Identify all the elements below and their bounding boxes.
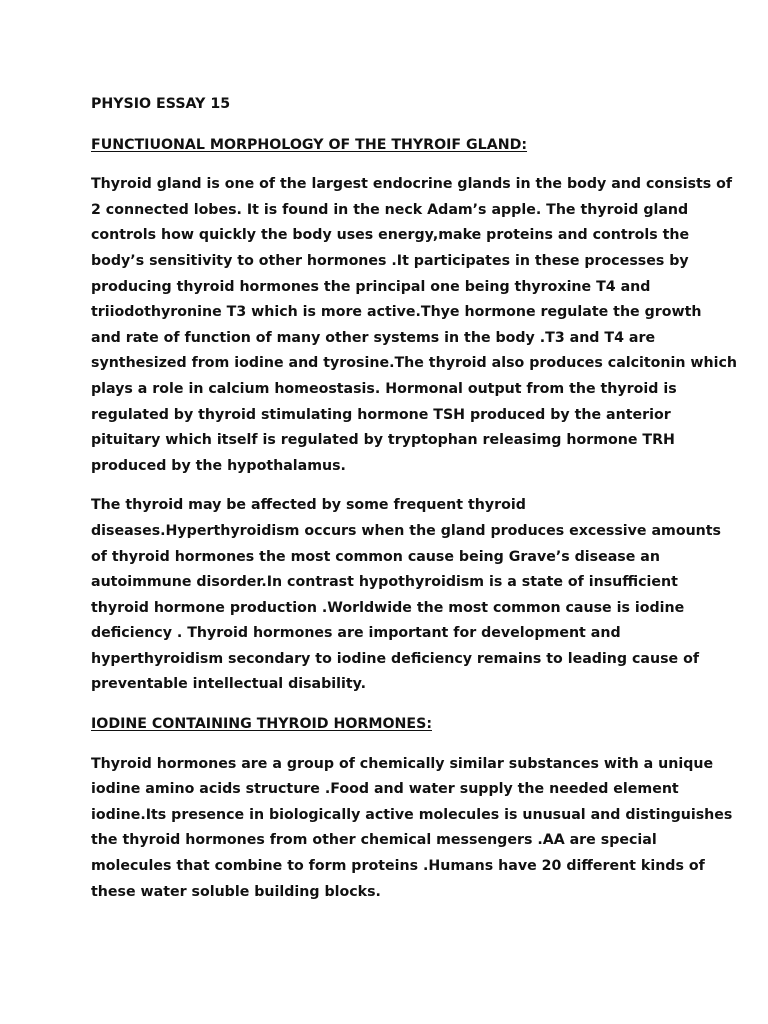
paragraph-thyroid-diseases <box>91 493 721 698</box>
text-line: the thyroid hormones from other chemical messengers .AA are special <box>91 832 657 849</box>
text-line: synthesized from iodine and tyrosine.The thyroid also produces calcitonin which <box>91 355 738 372</box>
document-page <box>91 92 738 919</box>
document-title: PHYSIO ESSAY 15 <box>91 96 231 112</box>
text-line: controls how quickly the body uses energy,make proteins and controls the <box>91 227 690 244</box>
text-line: hyperthyroidism secondary to iodine deficiency remains to leading cause of <box>91 650 700 667</box>
section-iodine-hormones <box>91 712 733 905</box>
text-line: iodine.Its presence in biologically active molecules is unusual and distinguishes <box>91 806 733 823</box>
text-line: pituitary which itself is regulated by tryptophan releasimg hormone TRH <box>91 432 675 449</box>
section-thyroid-morphology <box>91 133 738 698</box>
text-line: these water soluble building blocks. <box>91 883 381 900</box>
text-line: producing thyroid hormones the principal one being thyroxine T4 and <box>91 278 651 295</box>
text-line: iodine amino acids structure .Food and water supply the needed element <box>91 781 679 798</box>
text-line: molecules that combine to form proteins .Humans have 20 different kinds of <box>91 858 705 875</box>
text-line: The thyroid may be affected by some frequent thyroid <box>91 497 526 514</box>
section-heading: FUNCTIUONAL MORPHOLOGY OF THE THYROIF GLAND: <box>91 136 528 153</box>
text-line: regulated by thyroid stimulating hormone TSH produced by the anterior <box>91 406 671 423</box>
text-line: plays a role in calcium homeostasis. Hormonal output from the thyroid is <box>91 380 677 397</box>
text-line: and rate of function of many other systems in the body .T3 and T4 are <box>91 329 656 346</box>
text-line: of thyroid hormones the most common cause being Grave’s disease an <box>91 548 660 565</box>
text-line: triiodothyronine T3 which is more active.Thye hormone regulate the growth <box>91 304 702 321</box>
text-line: 2 connected lobes. It is found in the neck Adam’s apple. The thyroid gland <box>91 201 689 218</box>
paragraph-iodine-hormones <box>91 752 733 906</box>
paragraph-thyroid-overview <box>91 172 738 479</box>
text-line: produced by the hypothalamus. <box>91 457 346 474</box>
text-line: diseases.Hyperthyroidism occurs when the gland produces excessive amounts <box>91 522 721 539</box>
text-line: thyroid hormone production .Worldwide the most common cause is iodine <box>91 599 685 616</box>
text-line: Thyroid gland is one of the largest endocrine glands in the body and consists of <box>91 176 733 193</box>
section-heading: IODINE CONTAINING THYROID HORMONES: <box>91 716 432 733</box>
text-line: preventable intellectual disability. <box>91 676 366 693</box>
text-line: body’s sensitivity to other hormones .It participates in these processes by <box>91 252 689 269</box>
text-line: deficiency . Thyroid hormones are important for development and <box>91 625 621 642</box>
text-line: autoimmune disorder.In contrast hypothyroidism is a state of insufficient <box>91 574 678 591</box>
text-line: Thyroid hormones are a group of chemically similar substances with a unique <box>91 755 714 772</box>
